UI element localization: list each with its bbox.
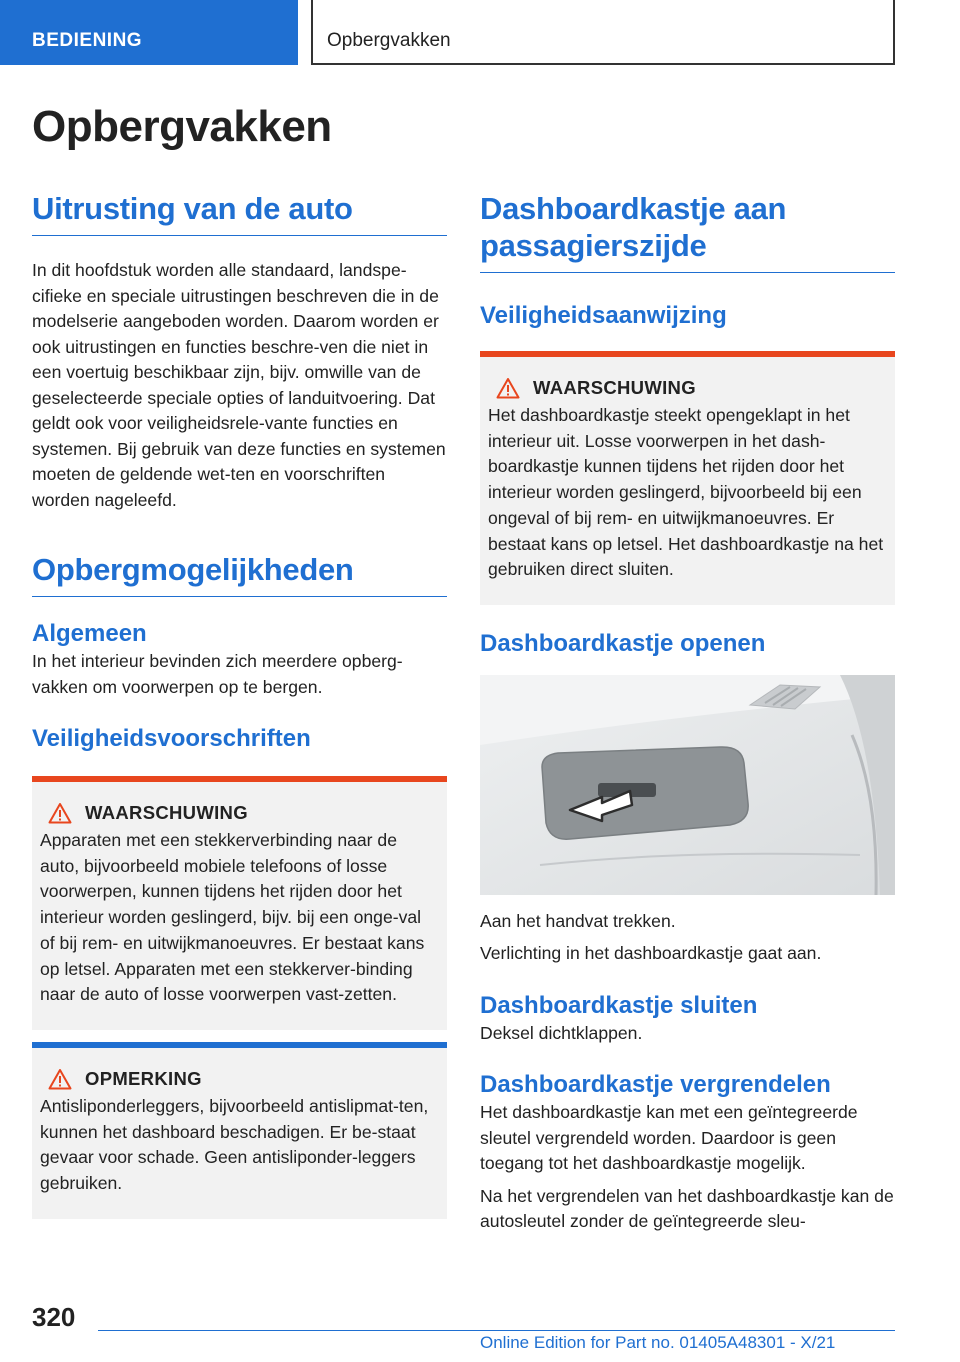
header-section-tab	[0, 0, 298, 65]
subtitle-general: Algemeen	[32, 620, 147, 647]
warning-text: Apparaten met een stekkerverbinding naar de auto, bijvoorbeeld mobiele telefoons of losse voorwerpen, kunnen tijdens het rijden door het interieur worden geslingerd, bijv. bij een onge-val of bij rem- en uitwijkmanoeuvres. Er bestaat kans op letsel. Apparaten met een stekkerver-binding naar de auto of losse voorwerpen vast-zetten.	[40, 830, 425, 1005]
equipment-text: In dit hoofdstuk worden alle standaard, landspe-cifieke en speciale uitrustingen beschreven die in de modelserie aangeboden worden. Daarom worden er ook uitrustingen en functies beschre-ven die niet in een voertuig beschikbaar zijn, bijv. omwille van de geselecteerde speciale opties of landuitvoering. Dat geldt ook voor veiligheidsrele-vante functies en systemen. Bij gebruik van deze functies en systemen moeten de geldende wet-ten en voorschriften worden nageleefd.	[32, 260, 446, 510]
header-chapter-tab	[311, 0, 895, 65]
footer-edition: Online Edition for Part no. 01405A48301 - X/21	[480, 1333, 836, 1352]
section-title-glovebox: Dashboardkastje aan passagierszijde	[480, 190, 895, 273]
right-column	[480, 190, 895, 1235]
note-box	[32, 1042, 447, 1219]
general-text: In het interieur bevinden zich meerdere opberg-vakken om voorwerpen op te bergen.	[32, 651, 403, 697]
lock-text-2: Na het vergrendelen van het dashboardkastje kan de autosleutel zonder de geïntegreerde sleu-	[480, 1185, 894, 1232]
left-column	[32, 190, 447, 1219]
subtitle-lock: Dashboardkastje vergrendelen	[480, 1071, 831, 1099]
subtitle-open: Dashboardkastje openen	[480, 629, 766, 657]
warning-icon	[496, 377, 520, 399]
open-text-2: Verlichting in het dashboardkastje gaat aan.	[480, 943, 822, 964]
subtitle-safety: Veiligheidsvoorschriften	[32, 725, 311, 752]
close-text: Deksel dichtklappen.	[480, 1022, 643, 1043]
warning-title: WAARSCHUWING	[85, 802, 248, 823]
note-title: OPMERKING	[85, 1067, 202, 1089]
open-text-1: Aan het handvat trekken.	[480, 910, 676, 931]
glovebox-warning-box	[480, 351, 895, 605]
header-chapter-label: Opbergvakken	[327, 30, 451, 51]
note-text: Antisliponderleggers, bijvoorbeeld antislipmat-ten, kunnen het dashboard beschadigen. Er be-staat gevaar voor schade. Geen antisliponder-leggers gebruiken.	[40, 1095, 429, 1194]
page-number: 320	[32, 1302, 76, 1332]
header-section-label: BEDIENING	[32, 30, 143, 51]
glovebox-warning-text: Het dashboardkastje steekt opengeklapt in het interieur uit. Losse voorwerpen in het dash-boardkastje kunnen tijdens het rijden door het interieur worden geslingerd, bijvoorbeeld bij een ongeval of bij rem- en uitwijkmanoeuvres. Er bestaat kans op letsel. Het dashboardkastje na het gebruiken direct sluiten.	[488, 405, 884, 580]
glovebox-illustration	[480, 675, 895, 895]
warning-icon	[48, 802, 72, 824]
caution-icon	[48, 1068, 72, 1090]
subtitle-close: Dashboardkastje sluiten	[480, 991, 758, 1019]
glovebox-drawing	[480, 675, 895, 895]
glovebox-warning-title: WAARSCHUWING	[533, 377, 696, 398]
section-title-equipment: Uitrusting van de auto	[32, 190, 447, 236]
lock-text-1: Het dashboardkastje kan met een geïntegreerde sleutel vergrendeld worden. Daardoor is geen toegang tot het dashboardkastje mogelijk.	[480, 1102, 858, 1174]
warning-box	[32, 776, 447, 1030]
subtitle-safety-note: Veiligheidsaanwijzing	[480, 302, 727, 329]
footer-rule	[98, 1330, 895, 1331]
section-title-storage: Opbergmogelijkheden	[32, 551, 447, 597]
page-title: Opbergvakken	[32, 102, 332, 151]
